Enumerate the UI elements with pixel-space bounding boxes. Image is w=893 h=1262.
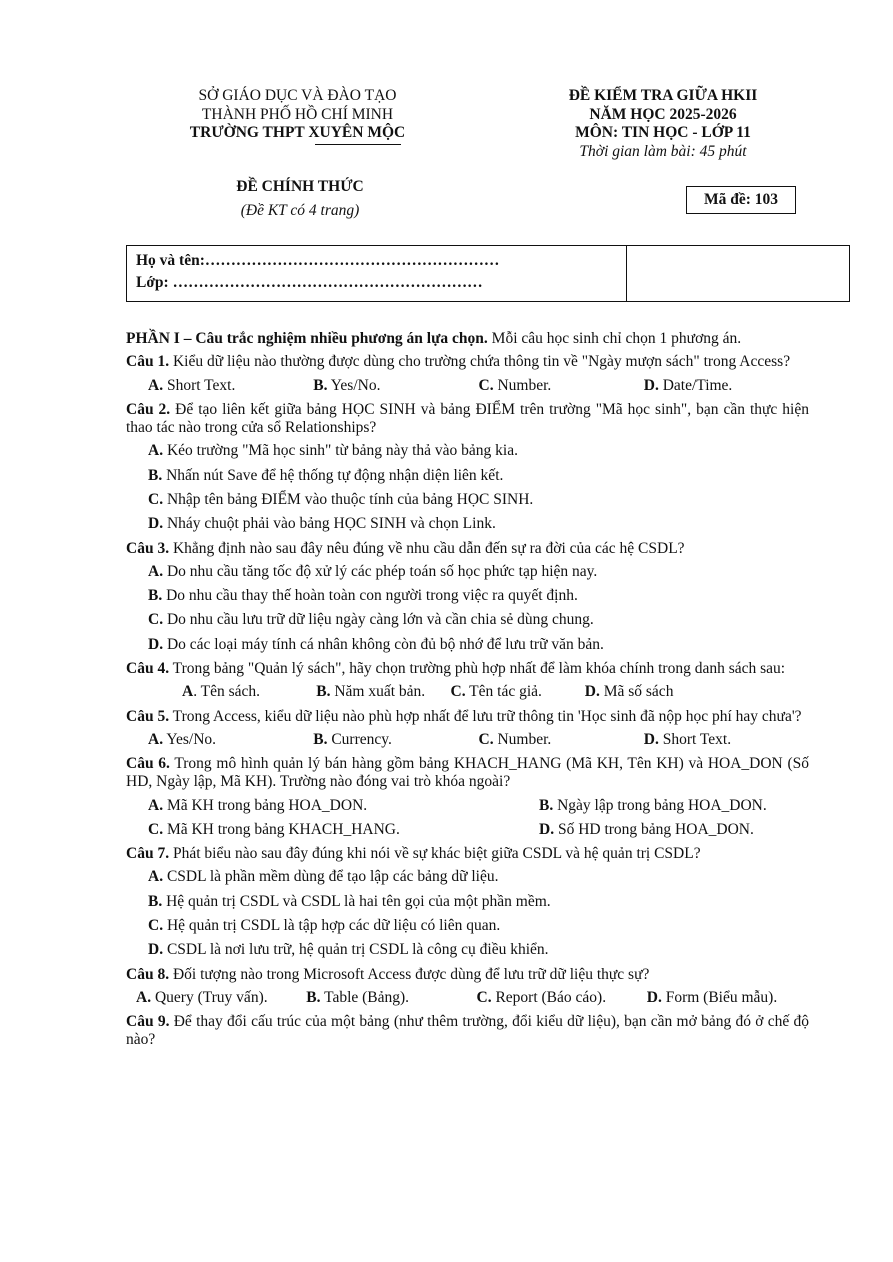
option-letter: C. (148, 611, 164, 629)
option-text: Short Text. (163, 376, 236, 394)
header-right (518, 87, 808, 161)
option-c (148, 821, 539, 839)
option-c (148, 611, 809, 629)
option-text: Mã KH trong bảng HOA_DON. (163, 796, 368, 814)
option-a (182, 683, 316, 701)
page-count-note: (Đề KT có 4 trang) (240, 202, 360, 220)
option-b (148, 893, 809, 911)
option-text: Do nhu cầu tăng tốc độ xử lý các phép toán số học phức tạp hiện nay. (163, 562, 598, 580)
question-number: Câu 1. (126, 353, 170, 371)
question-2 (126, 401, 809, 438)
option-b (539, 797, 809, 815)
question-number: Câu 2. (126, 400, 171, 418)
question-number: Câu 9. (126, 1013, 170, 1031)
option-letter: B. (148, 466, 163, 484)
option-text: Form (Biểu mẫu). (661, 988, 778, 1006)
option-a (148, 731, 313, 749)
question-text: Để tạo liên kết giữa bảng HỌC SINH và bảng ĐIỂM trên trường "Mã học sinh", bạn cần thực hiện thao tác nào trong cửa sổ Relationships? (126, 400, 809, 437)
option-text: Kéo trường "Mã học sinh" từ bảng này thả vào bảng kia. (163, 442, 518, 460)
option-text: Năm xuất bản. (330, 683, 426, 701)
option-letter: B. (316, 683, 331, 701)
option-text: Yes/No. (327, 376, 381, 394)
question-text: Trong Access, kiểu dữ liệu nào phù hợp nhất để lưu trữ thông tin 'Học sinh đã nộp học phí hay chưa'? (169, 707, 802, 725)
option-c (477, 989, 647, 1007)
header-left (125, 87, 470, 145)
student-info-fields (127, 246, 627, 301)
option-a (148, 868, 809, 886)
option-b (313, 377, 478, 395)
school-year: NĂM HỌC 2025-2026 (589, 105, 737, 123)
student-class-field: Lớp: …………………………………………………… (136, 274, 483, 292)
option-a (136, 989, 306, 1007)
section-title: PHẦN I – Câu trắc nghiệm nhiều phương án lựa chọn. (126, 330, 488, 347)
option-text: Number. (493, 730, 552, 748)
option-letter: D. (148, 941, 164, 959)
option-text: Nháy chuột phải vào bảng HỌC SINH và chọn Link. (163, 515, 496, 533)
option-text: Yes/No. (163, 730, 217, 748)
option-letter: A. (148, 442, 164, 460)
question-number: Câu 7. (126, 845, 170, 863)
option-letter: D. (148, 635, 164, 653)
question-6 (126, 755, 809, 792)
question-4-options (182, 683, 719, 701)
official-block (140, 175, 460, 223)
question-number: Câu 4. (126, 659, 170, 677)
question-1-options (148, 377, 809, 395)
score-cell (627, 246, 849, 301)
option-text: Date/Time. (658, 376, 733, 394)
option-a (148, 797, 539, 815)
exam-code-box: Mã đề: 103 (686, 186, 796, 214)
option-d (148, 941, 809, 959)
option-d (539, 821, 809, 839)
question-number: Câu 8. (126, 965, 170, 983)
time-limit: Thời gian làm bài: 45 phút (579, 142, 747, 160)
option-letter: C. (450, 683, 466, 701)
option-text: Nhập tên bảng ĐIỂM vào thuộc tính của bảng HỌC SINH. (163, 490, 534, 508)
option-text: Ngày lập trong bảng HOA_DON. (553, 796, 767, 814)
question-8-options (136, 989, 817, 1007)
option-letter: B. (306, 988, 321, 1006)
option-c (148, 917, 809, 935)
question-6-options-row-2 (148, 821, 809, 839)
option-letter: D. (646, 988, 662, 1006)
question-number: Câu 5. (126, 707, 170, 725)
question-number: Câu 3. (126, 539, 170, 557)
question-text: Đối tượng nào trong Microsoft Access được dùng để lưu trữ dữ liệu thực sự? (169, 965, 650, 983)
option-a (148, 563, 809, 581)
option-d (585, 683, 719, 701)
option-letter: D. (643, 376, 659, 394)
option-letter: D. (539, 820, 555, 838)
option-text: Table (Bảng). (320, 988, 410, 1006)
question-text: Trong bảng "Quản lý sách", hãy chọn trường phù hợp nhất để làm khóa chính trong danh sách sau: (169, 659, 786, 677)
question-6-options-row-1 (148, 797, 809, 815)
option-letter: C. (478, 376, 494, 394)
option-text: Mã KH trong bảng KHACH_HANG. (163, 820, 400, 838)
option-letter: B. (313, 730, 328, 748)
school-underline (315, 144, 401, 145)
option-letter: D. (584, 683, 600, 701)
option-text: Query (Truy vấn). (151, 988, 268, 1006)
option-text: Short Text. (658, 730, 732, 748)
question-1 (126, 353, 809, 371)
question-3 (126, 540, 809, 558)
option-b (148, 587, 809, 605)
option-letter: C. (148, 917, 164, 935)
exam-content (126, 330, 809, 1055)
option-text: Tên tác giả. (465, 683, 542, 701)
option-letter: B. (148, 892, 163, 910)
option-letter: B. (539, 796, 554, 814)
option-text: Number. (493, 376, 552, 394)
question-8 (126, 966, 809, 984)
exam-title: ĐỀ KIỂM TRA GIỮA HKII (568, 87, 758, 104)
option-text: Do các loại máy tính cá nhân không còn đủ bộ nhớ để lưu trữ văn bản. (163, 635, 604, 653)
option-c (479, 377, 644, 395)
option-text: Hệ quản trị CSDL và CSDL là hai tên gọi của một phần mềm. (162, 892, 551, 910)
option-letter: A (182, 683, 194, 701)
option-d (644, 377, 809, 395)
question-9 (126, 1013, 809, 1050)
subject: MÔN: TIN HỌC - LỚP 11 (575, 124, 751, 142)
option-text: Report (Báo cáo). (491, 988, 607, 1006)
option-text: Currency. (327, 730, 392, 748)
question-text: Kiểu dữ liệu nào thường được dùng cho trường chứa thông tin về "Ngày mượn sách" trong Access? (169, 353, 791, 371)
option-c (479, 731, 644, 749)
option-d (644, 731, 809, 749)
department-name: SỞ GIÁO DỤC VÀ ĐÀO TẠO (198, 87, 397, 104)
option-letter: B. (313, 376, 328, 394)
option-text: Hệ quản trị CSDL là tập hợp các dữ liệu có liên quan. (163, 917, 501, 935)
option-d (647, 989, 817, 1007)
official-label: ĐỀ CHÍNH THỨC (236, 178, 364, 195)
option-text: Nhấn nút Save để hệ thống tự động nhận diện liên kết. (162, 466, 504, 484)
question-4 (126, 660, 809, 678)
option-text: CSDL là nơi lưu trữ, hệ quản trị CSDL là công cụ điều khiển. (163, 941, 549, 959)
option-letter: D. (643, 730, 659, 748)
question-number: Câu 6. (126, 755, 170, 773)
section-instruction: Mỗi câu học sinh chỉ chọn 1 phương án. (487, 330, 742, 347)
option-a (148, 442, 809, 460)
section-heading (126, 330, 809, 348)
question-text: Phát biểu nào sau đây đúng khi nói về sự khác biệt giữa CSDL và hệ quản trị CSDL? (169, 845, 701, 863)
option-d (148, 636, 809, 654)
option-letter: A. (148, 730, 164, 748)
option-text: Do nhu cầu thay thế hoàn toàn con người trong việc ra quyết định. (162, 587, 578, 605)
option-letter: A. (136, 988, 152, 1006)
option-c (148, 491, 809, 509)
option-b (316, 683, 450, 701)
option-text: Do nhu cầu lưu trữ dữ liệu ngày càng lớn và cần chia sẻ dùng chung. (163, 611, 594, 629)
option-letter: C. (478, 730, 494, 748)
option-letter: C. (476, 988, 492, 1006)
option-text: CSDL là phần mềm dùng để tạo lập các bảng dữ liệu. (163, 868, 499, 886)
option-letter: A. (148, 868, 164, 886)
school-name: TRƯỜNG THPT XUYÊN MỘC (189, 124, 406, 142)
question-text: Để thay đổi cấu trúc của một bảng (như thêm trường, đổi kiểu dữ liệu), bạn cần mở bảng đó ở chế độ nào? (126, 1013, 809, 1049)
option-c (451, 683, 585, 701)
question-5-options (148, 731, 809, 749)
option-b (148, 467, 809, 485)
option-letter: B. (148, 587, 163, 605)
student-info-box (126, 245, 850, 302)
option-text: . Tên sách. (193, 683, 261, 701)
option-d (148, 515, 809, 533)
option-letter: C. (148, 490, 164, 508)
option-letter: A. (148, 562, 164, 580)
option-letter: A. (148, 796, 164, 814)
option-letter: C. (148, 820, 164, 838)
question-7 (126, 845, 809, 863)
option-letter: A. (148, 376, 164, 394)
option-b (313, 731, 478, 749)
city-name: THÀNH PHỐ HỒ CHÍ MINH (201, 105, 394, 123)
option-b (306, 989, 476, 1007)
option-a (148, 377, 313, 395)
question-5 (126, 708, 809, 726)
option-letter: D. (148, 515, 164, 533)
option-text: Mã số sách (599, 683, 674, 701)
option-text: Số HD trong bảng HOA_DON. (554, 820, 754, 838)
question-text: Khẳng định nào sau đây nêu đúng về nhu cầu dẫn đến sự ra đời của các hệ CSDL? (169, 539, 685, 557)
student-name-field: Họ và tên:………………………………………………… (136, 252, 500, 269)
question-text: Trong mô hình quản lý bán hàng gồm bảng KHACH_HANG (Mã KH, Tên KH) và HOA_DON (Số HD, Ngày lập, Mã KH). Trường nào đóng vai trò khóa ngoài? (126, 755, 809, 791)
